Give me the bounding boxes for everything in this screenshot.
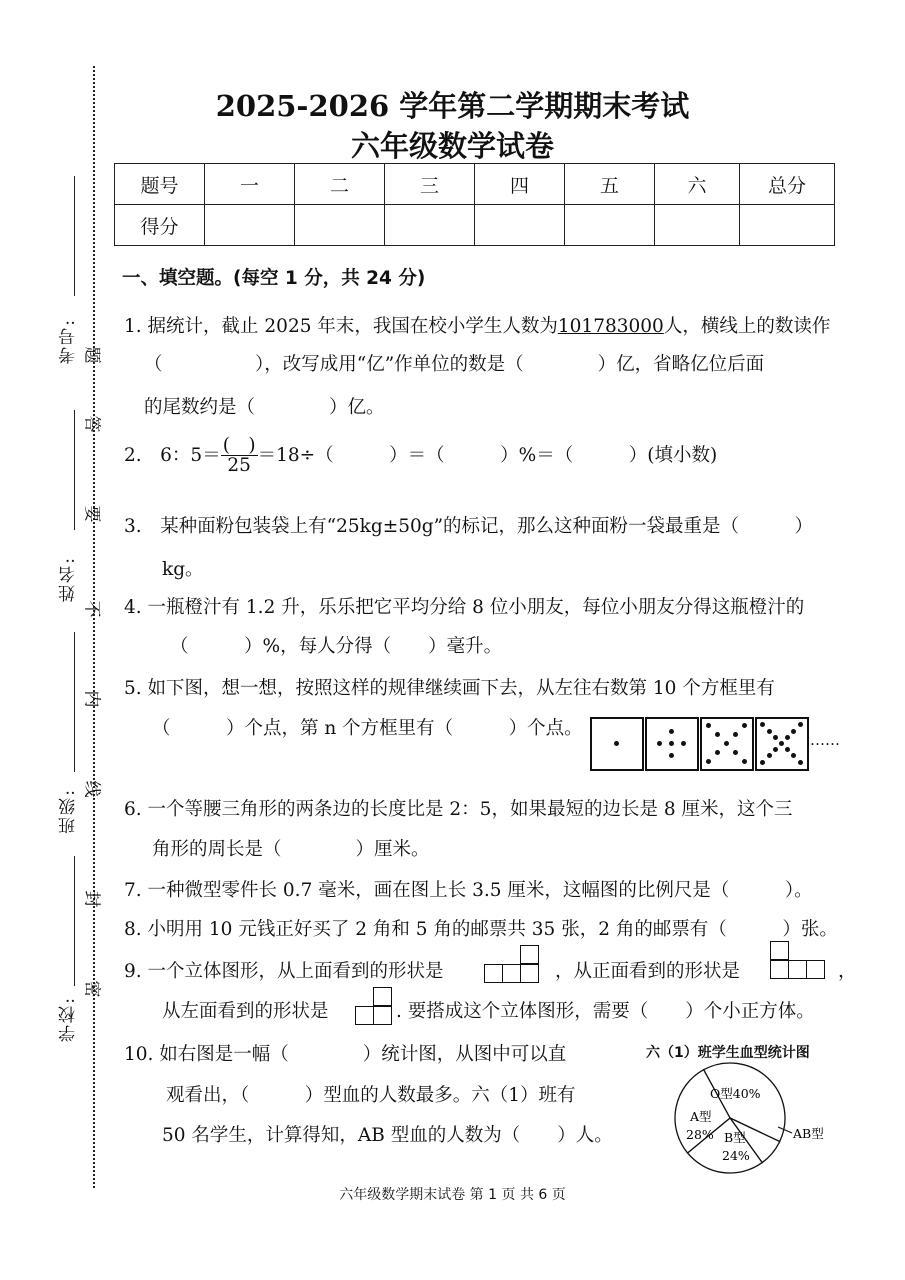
seal-char: 线: [81, 780, 102, 798]
dot: [614, 741, 619, 746]
q3-line1: 3. 某种面粉包装袋上有“25kg±50g”的标记，那么这种面粉一袋最重是（ ）: [124, 516, 814, 537]
question-8: 8. 小明用 10 元钱正好买了 2 角和 5 角的邮票共 35 张，2 角的邮票有（ ）张。: [124, 919, 838, 940]
square-cell: [770, 941, 789, 960]
seal-char: 要: [81, 505, 102, 523]
name-label: 姓名:: [59, 556, 79, 602]
page-footer: 六年级数学期末试卷 第 1 页 共 6 页: [339, 1187, 566, 1203]
dot: [724, 741, 729, 746]
dot: [798, 722, 803, 727]
q9-text-e: . 要搭成这个立体图形，需要（ ）个小正方体。: [396, 1001, 815, 1022]
school-label: 学校:: [59, 996, 79, 1042]
q1-text-b: 人，横线上的数读作: [663, 316, 831, 337]
score-header-cell: 四: [475, 164, 565, 205]
slice-name-a: A型: [690, 1109, 712, 1124]
question-1: [124, 312, 830, 338]
dot: [669, 741, 674, 746]
square-cell: [788, 960, 807, 979]
q1-line2: （ ），改写成用“亿”作单位的数是（ ）亿，省略亿位后面: [144, 354, 765, 375]
score-header-cell: 总分: [740, 164, 835, 205]
score-header-cell: 六: [655, 164, 740, 205]
dot-box-2: [645, 717, 699, 771]
dot: [767, 753, 772, 758]
exam-title: 2025-2026 学年第二学期期末考试: [215, 89, 690, 123]
score-blank-cell[interactable]: [565, 205, 655, 246]
name-blank: [74, 410, 75, 530]
dot: [706, 723, 711, 728]
q3-line2: kg。: [162, 559, 204, 580]
q2-text-a: 2. 6：5＝: [124, 444, 221, 466]
dot: [657, 741, 662, 746]
q9-text-d: 从左面看到的形状是: [162, 1001, 329, 1022]
q1-number: 101783000: [557, 316, 664, 337]
question-7: 7. 一种微型零件长 0.7 毫米，画在图上长 3.5 厘米，这幅图的比例尺是（ ）。: [124, 880, 813, 901]
pie-chart-title: 六（1）班学生血型统计图: [646, 1045, 810, 1061]
q10-line3: 50 名学生，计算得知，AB 型血的人数为（ ）人。: [162, 1125, 613, 1146]
pie-chart: [660, 1060, 850, 1175]
square-cell: [373, 987, 392, 1006]
seal-char: 不: [81, 600, 102, 618]
square-cell: [484, 964, 503, 983]
q1-text-a: 1. 据统计，截止 2025 年末，我国在校小学生人数为: [124, 316, 558, 337]
dot: [742, 723, 747, 728]
q9-text-c: ，: [838, 961, 857, 982]
dot: [791, 753, 796, 758]
q2-fraction: [221, 436, 258, 476]
square-cell: [770, 960, 789, 979]
seal-char: 题: [81, 346, 102, 364]
square-cell: [520, 964, 539, 983]
score-header-cell: 题号: [115, 164, 205, 205]
score-blank-cell[interactable]: [475, 205, 565, 246]
score-blank-cell[interactable]: [205, 205, 295, 246]
dot: [791, 729, 796, 734]
slice-label-ab: AB型: [793, 1126, 824, 1141]
score-header-cell: 二: [295, 164, 385, 205]
score-blank-cell[interactable]: [740, 205, 835, 246]
dot-box-3: [700, 717, 754, 771]
school-blank: [74, 856, 75, 986]
square-cell: [373, 1006, 392, 1025]
score-header-cell: 五: [565, 164, 655, 205]
q5-line2: （ ）个点，第 n 个方框里有（ ）个点。: [152, 718, 583, 739]
question-2: [124, 436, 717, 476]
dot: [733, 732, 738, 737]
class-blank: [74, 632, 75, 772]
score-table: [114, 163, 835, 246]
dot: [773, 735, 778, 740]
square-cell: [355, 1006, 374, 1025]
square-cell: [806, 960, 825, 979]
exam-subtitle: 六年级数学试卷: [350, 129, 554, 163]
dot: [785, 735, 790, 740]
slice-label-o: O型40%: [710, 1086, 761, 1101]
exam-number-blank: [74, 176, 75, 296]
seal-char: 答: [81, 415, 102, 433]
dot: [706, 759, 711, 764]
dot: [779, 741, 784, 746]
q4-line1: 4. 一瓶橙汁有 1.2 升，乐乐把它平均分给 8 位小朋友，每位小朋友分得这瓶橙汁的: [124, 597, 805, 618]
dot: [785, 747, 790, 752]
dot: [715, 732, 720, 737]
q2-text-b: ＝18÷（ ）＝（ ）%＝（ ）(填小数): [257, 444, 718, 466]
q10-line1: 10. 如右图是一幅（ ）统计图，从图中可以直: [124, 1044, 567, 1065]
q2-denominator: 25: [227, 455, 251, 477]
score-header-cell: 一: [205, 164, 295, 205]
score-blank-cell[interactable]: [655, 205, 740, 246]
dot: [773, 747, 778, 752]
q4-line2: （ ）%，每人分得（ ）毫升。: [170, 636, 503, 657]
q1-line3: 的尾数约是（ ）亿。: [144, 397, 385, 418]
slice-label-a: 28%: [686, 1127, 714, 1142]
dot: [669, 729, 674, 734]
score-header-cell: 三: [385, 164, 475, 205]
dot: [715, 750, 720, 755]
seal-char: 封: [81, 890, 102, 908]
dot-box-1: [590, 717, 644, 771]
seal-dotted-line: [93, 66, 95, 1188]
q9-text-b: ，从正面看到的形状是: [555, 961, 741, 982]
dot: [767, 729, 772, 734]
slice-label-b: 24%: [722, 1148, 750, 1163]
seal-char: 密: [81, 980, 102, 998]
q6-line1: 6. 一个等腰三角形的两条边的长度比是 2：5，如果最短的边长是 8 厘米，这个三: [124, 799, 793, 820]
score-blank-cell[interactable]: [385, 205, 475, 246]
seal-char: 内: [81, 690, 102, 708]
dot: [760, 760, 765, 765]
dot: [681, 741, 686, 746]
q10-line2: 观看出，（ ）型血的人数最多。六（1）班有: [166, 1085, 576, 1106]
score-row-label: 得分: [115, 205, 205, 246]
class-label: 班级:: [59, 788, 79, 834]
dot: [742, 759, 747, 764]
score-blank-cell[interactable]: [295, 205, 385, 246]
q5-line1: 5. 如下图，想一想，按照这样的规律继续画下去，从左往右数第 10 个方框里有: [124, 678, 775, 699]
q9-text-a: 9. 一个立体图形，从上面看到的形状是: [124, 961, 444, 982]
dot-sequence-ellipsis: ……: [810, 731, 840, 749]
dot: [669, 753, 674, 758]
square-cell: [502, 964, 521, 983]
slice-name-b: B型: [724, 1130, 746, 1145]
dot: [733, 750, 738, 755]
q6-line2: 角形的周长是（ ）厘米。: [152, 839, 430, 860]
section-heading: 一、填空题。(每空 1 分，共 24 分): [122, 268, 426, 289]
exam-number-label: 考号:: [59, 318, 79, 364]
q2-numerator: ( ): [222, 435, 256, 456]
dot-box-4: [755, 717, 809, 771]
square-cell: [520, 945, 539, 964]
dot: [798, 760, 803, 765]
dot: [760, 722, 765, 727]
